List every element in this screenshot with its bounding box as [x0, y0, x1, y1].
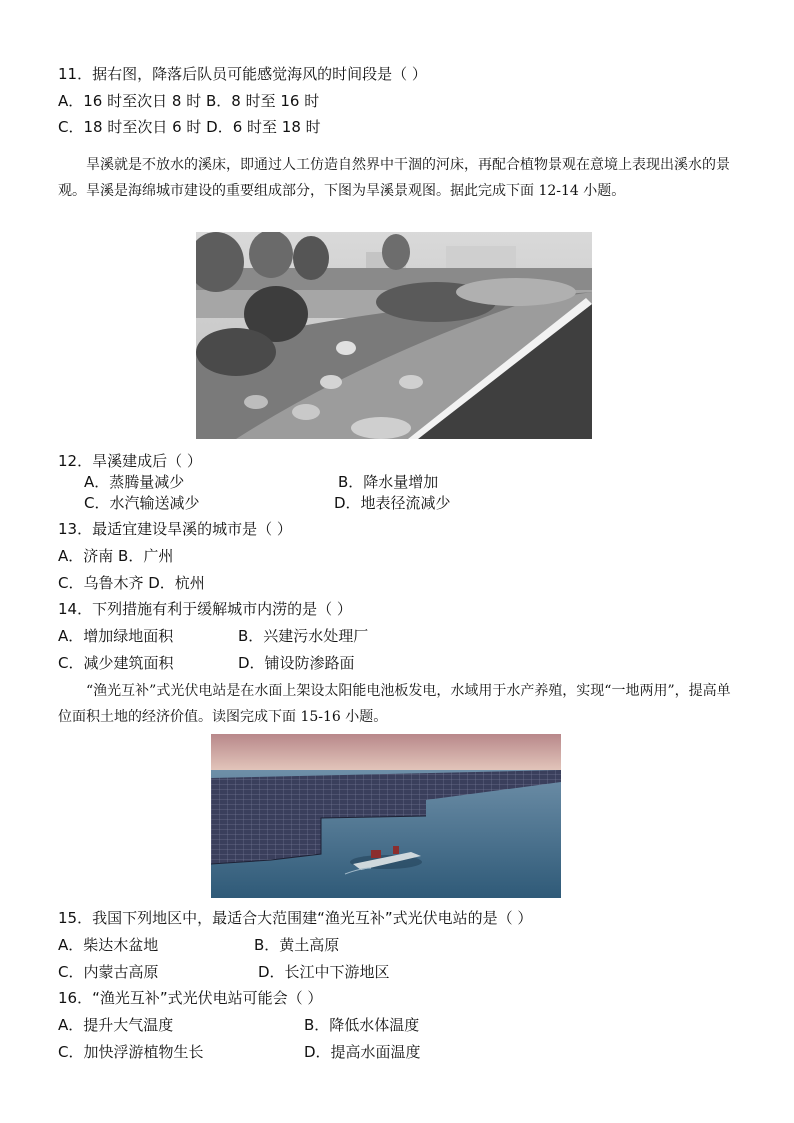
q15-option-b: B．黄土高原	[254, 936, 340, 954]
q16-option-c: C．加快浮游植物生长	[58, 1043, 204, 1061]
q15-stem: 15．我国下列地区中，最适合大范围建“渔光互补”式光伏电站的是（ ）	[58, 909, 533, 927]
q12-option-d: D．地表径流减少	[334, 494, 451, 512]
q12-option-b: B．降水量增加	[338, 473, 439, 491]
q16-option-a: A．提升大气温度	[58, 1016, 174, 1034]
q15-option-a: A．柴达木盆地	[58, 936, 159, 954]
passage-fishery-solar	[58, 678, 734, 730]
q16-stem: 16．“渔光互补”式光伏电站可能会（ ）	[58, 989, 323, 1007]
q16-option-b: B．降低水体温度	[304, 1016, 420, 1034]
q16-option-d: D．提高水面温度	[304, 1043, 421, 1061]
q12-option-a: A．蒸腾量减少	[84, 473, 185, 491]
fishery-solar-photo	[211, 734, 561, 898]
q14-option-a: A．增加绿地面积	[58, 627, 174, 645]
q15-option-c: C．内蒙古高原	[58, 963, 159, 981]
dry-creek-illustration	[196, 232, 592, 439]
q12-stem: 12．旱溪建成后（ ）	[58, 452, 202, 470]
passage-dry-creek-text: 旱溪就是不放水的溪床，即通过人工仿造自然界中干涸的河床，再配合植物景观在意境上表现出溪水的景观。旱溪是海绵城市建设的重要组成部分，下图为旱溪景观图。据此完成下面 12-14 小题。	[58, 157, 730, 199]
q15-option-d: D．长江中下游地区	[258, 963, 390, 981]
q14-option-c: C．减少建筑面积	[58, 654, 174, 672]
q14-stem: 14．下列措施有利于缓解城市内涝的是（ ）	[58, 600, 352, 618]
q11-options-cd: C．18 时至次日 6 时 D．6 时至 18 时	[58, 118, 321, 136]
fishery-solar-illustration	[211, 734, 561, 898]
q14-option-b: B．兴建污水处理厂	[238, 627, 369, 645]
passage-dry-creek	[58, 152, 734, 204]
q14-option-d: D．铺设防渗路面	[238, 654, 355, 672]
dry-creek-photo	[196, 232, 592, 439]
q12-option-c: C．水汽输送减少	[84, 494, 200, 512]
passage-fishery-solar-text: “渔光互补”式光伏电站是在水面上架设太阳能电池板发电，水域用于水产养殖，实现“一地两用”，提高单位面积土地的经济价值。读图完成下面 15-16 小题。	[58, 683, 731, 725]
q11-options-ab: A．16 时至次日 8 时 B．8 时至 16 时	[58, 92, 320, 110]
q13-stem: 13．最适宜建设旱溪的城市是（ ）	[58, 520, 292, 538]
q11-stem: 11．据右图，降落后队员可能感觉海风的时间段是（ ）	[58, 65, 427, 83]
q13-options-cd: C．乌鲁木齐 D．杭州	[58, 574, 205, 592]
q13-options-ab: A．济南 B．广州	[58, 547, 174, 565]
